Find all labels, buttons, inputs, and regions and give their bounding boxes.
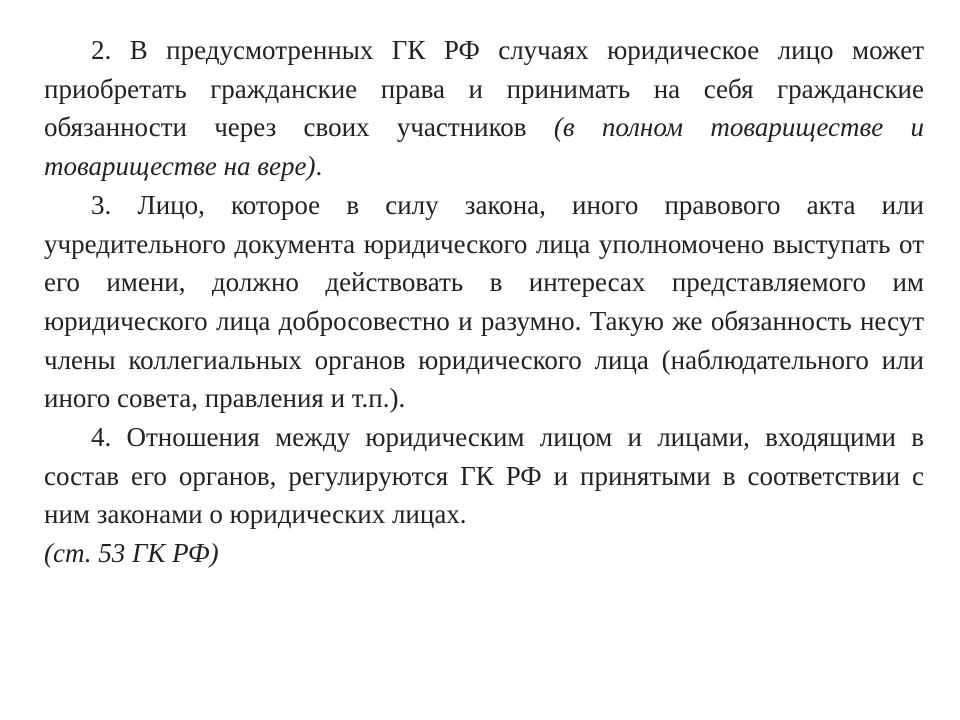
document-body — [44, 31, 924, 573]
citation: (ст. 53 ГК РФ) — [44, 538, 219, 569]
paragraph-2-text: 2. В предусмотренных ГК РФ случаях юридическое лицо может приобретать гражданские права и принимать на себя гражданские обязанности через своих участников — [44, 35, 924, 143]
paragraph-2-italic-note: (в полном товариществе и товариществе на вере) — [44, 112, 924, 182]
paragraph-3: 3. Лицо, которое в силу закона, иного правового акта или учредительного документа юридического лица уполномочено выступать от его имени, должно действовать в интересах представляемого им юридического лица добросовестно и разумно. Такую же обязанность несут члены коллегиальных органов юридического лица (наблюдательного или иного совета, правления и т.п.). — [44, 189, 924, 414]
paragraph-2 — [44, 31, 924, 186]
paragraph-4: 4. Отношения между юридическим лицом и лицами, входящими в состав его органов, регулируются ГК РФ и принятыми в соответствии с ним законами о юридических лицах. — [44, 422, 924, 530]
paragraph-2-tail: . — [315, 151, 323, 182]
